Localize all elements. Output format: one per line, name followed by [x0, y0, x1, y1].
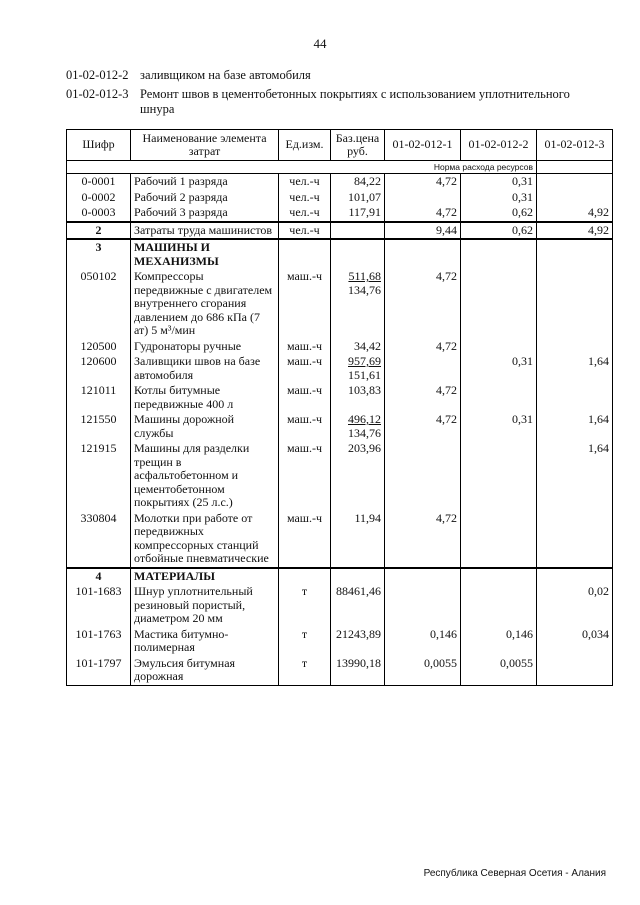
cell-price — [331, 383, 385, 412]
cell-norm-col1: 4,72 — [385, 511, 461, 568]
cell-name: Рабочий 2 разряда — [131, 190, 279, 206]
table-row — [67, 412, 613, 441]
cell-unit: т — [279, 656, 331, 686]
cell-norm-col2 — [461, 441, 537, 511]
table-row — [67, 383, 613, 412]
price-value: 957,69 — [348, 354, 381, 368]
cell-name: Машины дорожной службы — [131, 412, 279, 441]
cell-unit: чел.-ч — [279, 174, 331, 190]
table-row — [67, 269, 613, 339]
cell-code: 0-0001 — [67, 174, 131, 190]
cell-price — [331, 354, 385, 383]
cell-price — [331, 174, 385, 190]
cell-norm-col2 — [461, 239, 537, 269]
cell-price — [331, 239, 385, 269]
cell-name: Эмульсия битумная дорожная — [131, 656, 279, 686]
price-value: 11,94 — [354, 510, 381, 525]
header-col2: 01-02-012-2 — [461, 130, 537, 161]
table-row — [67, 441, 613, 511]
price-value: 34,42 — [354, 338, 381, 353]
footer-region: Республика Северная Осетия - Алания — [423, 868, 606, 879]
cell-unit: чел.-ч — [279, 222, 331, 240]
header-price: Баз.цена руб. — [331, 130, 385, 161]
cell-code: 121011 — [67, 383, 131, 412]
table-row — [67, 511, 613, 568]
cell-price — [331, 222, 385, 240]
cell-code: 330804 — [67, 511, 131, 568]
norm-label: Норма расхода ресурсов — [67, 161, 537, 174]
table-header-row — [67, 130, 613, 161]
cell-norm-col2 — [461, 339, 537, 355]
cell-norm-col3 — [537, 239, 613, 269]
table-row — [67, 584, 613, 627]
cell-price — [331, 568, 385, 585]
table-row — [67, 222, 613, 240]
cell-norm-col3 — [537, 511, 613, 568]
cell-code: 120600 — [67, 354, 131, 383]
cell-norm-col2 — [461, 511, 537, 568]
cell-norm-col2 — [461, 383, 537, 412]
cell-unit: чел.-ч — [279, 190, 331, 206]
price-value: 511,68 — [348, 269, 381, 283]
cell-norm-col3 — [537, 568, 613, 585]
cell-code: 0-0002 — [67, 190, 131, 206]
table-row — [67, 339, 613, 355]
intro-line-1 — [66, 68, 606, 83]
cell-price — [331, 190, 385, 206]
cell-norm-col1: 4,72 — [385, 383, 461, 412]
cell-norm-col2: 0,31 — [461, 412, 537, 441]
cell-name: МАТЕРИАЛЫ — [131, 568, 279, 585]
header-col3: 01-02-012-3 — [537, 130, 613, 161]
cell-price — [331, 584, 385, 627]
norm-label-row — [67, 161, 613, 174]
cell-norm-col1 — [385, 568, 461, 585]
cell-price — [331, 412, 385, 441]
cell-norm-col1 — [385, 354, 461, 383]
cell-norm-col1 — [385, 584, 461, 627]
cell-norm-col2: 0,62 — [461, 222, 537, 240]
cell-unit: маш.-ч — [279, 441, 331, 511]
resource-norm-table — [66, 129, 613, 686]
cell-norm-col3 — [537, 190, 613, 206]
intro-code: 01-02-012-3 — [66, 87, 129, 101]
cell-code: 101-1797 — [67, 656, 131, 686]
intro-line-2 — [66, 87, 606, 117]
cell-price — [331, 511, 385, 568]
cell-norm-col1: 4,72 — [385, 269, 461, 339]
table-row — [67, 205, 613, 222]
cell-norm-col2: 0,31 — [461, 190, 537, 206]
cell-name: Рабочий 3 разряда — [131, 205, 279, 222]
cell-norm-col3: 4,92 — [537, 205, 613, 222]
cell-norm-col1: 4,72 — [385, 174, 461, 190]
cell-norm-col2 — [461, 269, 537, 339]
cell-code: 050102 — [67, 269, 131, 339]
table-row — [67, 627, 613, 656]
cell-norm-col1 — [385, 190, 461, 206]
price-value-machinist: 151,61 — [348, 367, 381, 382]
cell-name: Рабочий 1 разряда — [131, 174, 279, 190]
price-value-machinist: 134,76 — [348, 425, 381, 440]
cell-code: 101-1763 — [67, 627, 131, 656]
cell-norm-col3 — [537, 269, 613, 339]
cell-unit: маш.-ч — [279, 412, 331, 441]
cell-norm-col3: 0,034 — [537, 627, 613, 656]
cell-norm-col3 — [537, 656, 613, 686]
price-value-machinist: 134,76 — [348, 282, 381, 297]
cell-unit: маш.-ч — [279, 511, 331, 568]
cell-code: 121915 — [67, 441, 131, 511]
cell-norm-col2: 0,31 — [461, 174, 537, 190]
price-value: 88461,46 — [336, 584, 381, 598]
cell-norm-col3: 1,64 — [537, 441, 613, 511]
cell-name: Компрессоры передвижные с двигателем внутреннего сгорания давлением до 686 кПа (7 ат) 5 м³/мин — [131, 269, 279, 339]
header-name: Наименование элемента затрат — [131, 130, 279, 161]
cell-norm-col2 — [461, 568, 537, 585]
price-value: 103,83 — [348, 383, 381, 397]
price-value: 21243,89 — [336, 626, 381, 641]
page-number: 44 — [313, 36, 327, 51]
cell-norm-col2: 0,31 — [461, 354, 537, 383]
cell-unit: маш.-ч — [279, 354, 331, 383]
table-row — [67, 656, 613, 686]
table-row — [67, 568, 613, 585]
cell-name: Гудронаторы ручные — [131, 339, 279, 355]
cell-code: 3 — [67, 239, 131, 269]
price-value: 203,96 — [348, 441, 381, 455]
cell-unit: маш.-ч — [279, 269, 331, 339]
cell-name: Заливщики швов на базе автомобиля — [131, 354, 279, 383]
table-row — [67, 174, 613, 190]
cell-norm-col3: 0,02 — [537, 584, 613, 627]
cell-unit: маш.-ч — [279, 339, 331, 355]
header-col1: 01-02-012-1 — [385, 130, 461, 161]
cell-norm-col3: 1,64 — [537, 412, 613, 441]
cell-price — [331, 627, 385, 656]
cell-name: Затраты труда машинистов — [131, 222, 279, 240]
cell-norm-col1: 0,0055 — [385, 656, 461, 686]
cell-norm-col2: 0,0055 — [461, 656, 537, 686]
cell-unit — [279, 239, 331, 269]
table-row — [67, 354, 613, 383]
header-code: Шифр — [67, 130, 131, 161]
cell-name: Мастика битумно-полимерная — [131, 627, 279, 656]
cell-unit: маш.-ч — [279, 383, 331, 412]
price-value: 496,12 — [348, 412, 381, 426]
cell-code: 4 — [67, 568, 131, 585]
cell-norm-col1: 4,72 — [385, 205, 461, 222]
cell-norm-col3 — [537, 383, 613, 412]
intro-text: Ремонт швов в цементобетонных покрытиях с использованием уплотнительного шнура — [140, 87, 570, 116]
cell-unit: т — [279, 584, 331, 627]
cell-price — [331, 656, 385, 686]
cell-norm-col1 — [385, 441, 461, 511]
cell-price — [331, 339, 385, 355]
cell-unit — [279, 568, 331, 585]
cell-norm-col1: 0,146 — [385, 627, 461, 656]
cell-unit: т — [279, 627, 331, 656]
cell-norm-col2: 0,62 — [461, 205, 537, 222]
cell-code: 0-0003 — [67, 205, 131, 222]
cell-name: Котлы битумные передвижные 400 л — [131, 383, 279, 412]
cell-norm-col2 — [461, 584, 537, 627]
cell-norm-col1 — [385, 239, 461, 269]
cell-norm-col1: 4,72 — [385, 412, 461, 441]
cell-norm-col3: 4,92 — [537, 222, 613, 240]
cell-norm-col1: 4,72 — [385, 339, 461, 355]
cell-name: Шнур уплотнительный резиновый пористый, диаметром 20 мм — [131, 584, 279, 627]
table-row — [67, 239, 613, 269]
norm-label-spacer — [537, 161, 613, 174]
cell-norm-col2: 0,146 — [461, 627, 537, 656]
cell-norm-col3 — [537, 339, 613, 355]
cell-unit: чел.-ч — [279, 205, 331, 222]
cell-name: МАШИНЫ И МЕХАНИЗМЫ — [131, 239, 279, 269]
cell-name: Молотки при работе от передвижных компрессорных станций отбойные пневматические — [131, 511, 279, 568]
price-value: 13990,18 — [336, 655, 381, 670]
cell-norm-col3: 1,64 — [537, 354, 613, 383]
price-value: 84,22 — [354, 174, 381, 188]
cell-code: 101-1683 — [67, 584, 131, 627]
intro-text: заливщиком на базе автомобиля — [140, 68, 311, 82]
header-unit: Ед.изм. — [279, 130, 331, 161]
intro-code: 01-02-012-2 — [66, 68, 129, 82]
cell-norm-col1: 9,44 — [385, 222, 461, 240]
price-value: 101,07 — [348, 189, 381, 204]
table-row — [67, 190, 613, 206]
cell-price — [331, 441, 385, 511]
cell-code: 120500 — [67, 339, 131, 355]
cell-price — [331, 269, 385, 339]
price-value: 117,91 — [348, 205, 381, 219]
cell-code: 121550 — [67, 412, 131, 441]
cell-code: 2 — [67, 222, 131, 240]
cell-norm-col3 — [537, 174, 613, 190]
cell-price — [331, 205, 385, 222]
cell-name: Машины для разделки трещин в асфальтобетонном и цементобетонном покрытиях (25 л.с.) — [131, 441, 279, 511]
